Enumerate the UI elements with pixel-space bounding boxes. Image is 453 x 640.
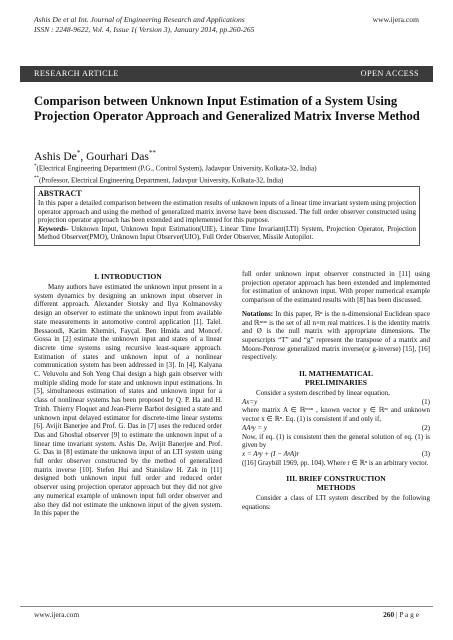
body-paragraph: full order unknown input observer constructed in [11] using projection operator approach has been extended and implemented for estimation of unknown input. With proper numerical example comparison of the estimated results with [8] has been discussed. [242, 270, 430, 305]
notations-paragraph [242, 310, 430, 362]
left-column [34, 270, 222, 518]
introduction-paragraph: Many authors have estimated the unknown input present in a system dynamics by designing an unknown input observer in different approach. Alexander Stotsky and Ilya Kolmanovsky design an observer to estimate the unknown input from available state measurements in automotive control application [1]. Talel. Bessaoudi, Karim Khemiri, Fayçal. Ben Hmida and Moncef. Gossa in [2] estimate the unknown input and states of a linear discrete time systems using recursive least-square approach. Estimation of states and unknown input of a nonlinear communication system has been addressed in [3]. In [4], Kalyana C. Veluvolu and Soh Yeng Chai design a high gain observer with multiple sliding mode for state and unknown input estimations. In [5], simultaneous estimation of states and unknown input for a class of nonlinear systems has been proposed by Q. P. Ha and H. Trinh. Thierry Floquet and Jean-Pierre Barbot designed a state and unknown input delayed estimator for discrete-time linear systems [6]. Avijit Banerjee and Prof. G. Das in [7] uses the reduced order Das and Ghoshal observer [9] to estimate the unknown input of a linear time invariant system. Ashis De, Avijit Banerjee and Prof. G. Das in [8] estimate the unknown input of an LTI system using full order observer constructed by the method of generalized matrix inverse [10]. Stefen Hui and Stanislaw H. Zak in [11] designed both unknown input full order and reduced order observer using projection operator approach but they did not give any numerical example of unknown input full order observer and also they did not estimate the unknown input of the given system. In this paper the [34, 283, 222, 518]
author-name: Ashis De [34, 149, 77, 163]
notations-text: In this paper, ℝⁿ is the n-dimensional Euclidean space and ℝⁿˣᵐ is the set of all n×m real matrices. I is the identity matrix and Ø is the null matrix with appropriate dimensions. The superscripts “T” and “g” represent the transpose of a matrix and Moore-Penrose generalized matrix inverse(or g-inverse) [15], [16] respectively. [242, 309, 430, 362]
header-website[interactable]: www.ijera.com [372, 15, 419, 24]
body-paragraph: Consider a system described by linear equation, [256, 389, 390, 398]
abstract-text: In this paper a detailed comparison between the estimation results of unknown inputs of a linear time invariant system using projection operator approach and using the method of generalized matrix inverse have been discussed. The full order observer constructed using projection operator approach has been extended and implemented for this purpose. [38, 199, 416, 225]
affiliation-line: *(Electrical Engineering Department (P.G., Control System), Jadavpur University, Kolkata-32, India) [34, 164, 317, 173]
body-paragraph: ([16] Graybill 1969, pp. 104). Where r ∈ ℝⁿ is an arbitrary vector. [242, 458, 429, 467]
body-paragraph: where matrix A ∈ ℝᵐˣⁿ , known vector y ∈ ℝᵐ and unknown vector x ∈ ℝⁿ. Eq. (1) is consistent if and only if, [242, 406, 430, 424]
author-separator: , [80, 149, 87, 163]
author-mark: ** [148, 149, 156, 157]
journal-citation-line2: ISSN : 2248-9622, Vol. 4, Issue 1( Version 3), January 2014, pp.260-265 [34, 25, 255, 34]
equation-3: x = Aᵍy + (I − AᵍA)r (3) [242, 449, 430, 458]
affiliation-line: **(Professor, Electrical Engineering Department, Jadavpur University, Kolkata-32, India) [34, 175, 284, 185]
right-column [242, 270, 430, 512]
section-heading-math-prelim: II. MATHEMATICAL PRELIMINARIES [299, 369, 373, 388]
open-access-label: OPEN ACCESS [360, 69, 419, 78]
author-list [34, 147, 156, 163]
section-heading-construction: III. BRIEF CONSTRUCTION METHODS [286, 474, 386, 493]
abstract-heading: ABSTRACT [38, 189, 82, 198]
body-paragraph: Consider a class of LTI system described by the following equations: [242, 494, 430, 512]
affiliations [34, 162, 424, 185]
equation-1: Ax=y (1) [242, 397, 430, 406]
keywords-label: Keywords- [38, 224, 69, 233]
abstract-box [34, 186, 420, 246]
keywords-text: Unknown Input, Unknown Input Estimation(UIE), Linear Time Invariant(LTI) System, Projection Operator, Projection Method Observer(PMO), Unknown Input Observer(UIO), Full Order Observer, Missile Autopilot. [38, 224, 416, 242]
author-name: Gourhari Das [86, 149, 149, 163]
footer-divider [20, 606, 433, 607]
section-heading-introduction: I. INTRODUCTION [94, 272, 162, 281]
research-article-label: RESEARCH ARTICLE [34, 69, 119, 78]
notations-label: Notations: [242, 309, 274, 318]
journal-citation-line1: Ashis De et al Int. Journal of Engineering Research and Applications [34, 15, 245, 24]
footer-website[interactable]: www.ijera.com [34, 610, 80, 619]
article-type-banner [20, 66, 433, 82]
author-mark: * [76, 149, 81, 157]
running-header [34, 15, 254, 35]
paper-title: Comparison between Unknown Input Estimation of a System Using Projection Operator Approach and Generalized Matrix Inverse Method [34, 94, 420, 123]
equation-2: AAᵍy = y (2) [242, 423, 430, 432]
page-number: 260 | P a g e [383, 610, 419, 619]
body-paragraph: Now, if eq. (1) is consistent then the general solution of eq. (1) is given by [242, 432, 430, 450]
